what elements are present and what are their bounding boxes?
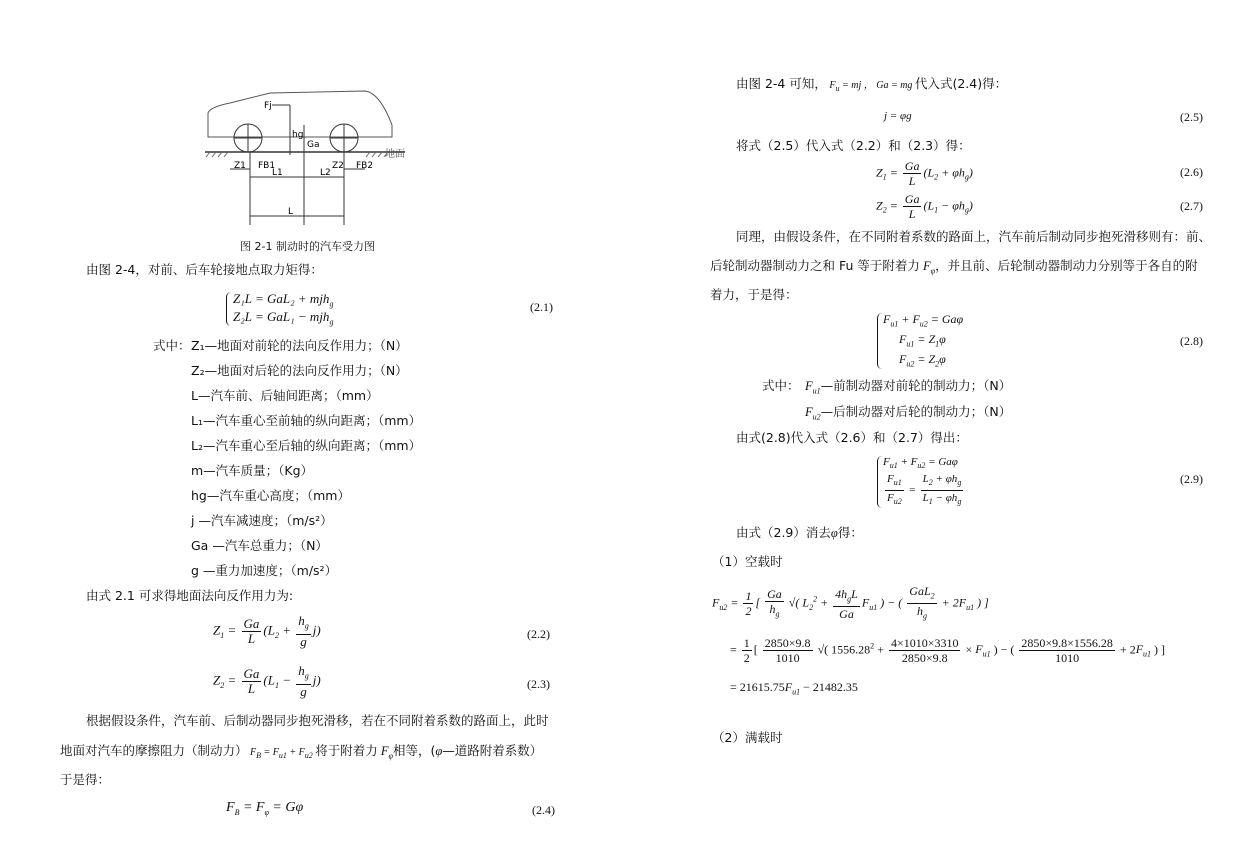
eq23-number: (2.3): [527, 677, 550, 691]
left-paragraph-4: 地面对汽车的摩擦阻力（制动力） $F_B = F_{u1} + F_{u2}$ 将于附着力 $F_\varphi$相等，(φ—道路附着系数）: [60, 743, 543, 761]
label-l: L: [288, 207, 294, 217]
def-m: m—汽车质量；（Kg）: [191, 463, 314, 478]
eq21-line-b: Z₂L = GaL₁ − mjh$_g$: [233, 309, 334, 327]
eq26-number: (2.6): [1180, 165, 1203, 179]
eq28-line-a: $F_{u1} + F_{u2} = Ga\varphi$: [883, 312, 964, 329]
def-g: g —重力加速度；（m/s²）: [191, 563, 338, 578]
where-label-right: 式中：: [762, 378, 800, 393]
eq24: $F_B = F_\varphi = G\varphi$: [226, 800, 304, 817]
eq21-line-a: Z₁L = GaL₂ + mjh$_g$: [233, 291, 334, 309]
figure-caption: 图 2-1 制动时的汽车受力图: [240, 240, 375, 253]
def-ga: Ga —汽车总重力；（N）: [191, 538, 328, 553]
eq25-number: (2.5): [1180, 110, 1203, 124]
eq29-line-b: $\frac{F_{u1}}{F_{u2}}$ = $\frac{L_2 + \varphi h_g}{L_1 - \varphi h_g}$: [887, 473, 962, 507]
def-j: j —汽车减速度；（m/s²）: [191, 513, 333, 528]
def-fu1: $F_{u1}—$前制动器对前轮的制动力；（N）: [805, 378, 1012, 396]
label-fj: Fj: [264, 101, 272, 111]
eq22-number: (2.2): [527, 627, 550, 641]
eq21-brace: [226, 292, 231, 326]
label-ground: 地面: [385, 149, 405, 160]
eq27: $Z_2$ = $\frac{Ga}{L}$ $(L_1 - \varphi h_g)$: [876, 192, 973, 221]
def-z1: Z₁—地面对前轮的法向反作用力；（N）: [191, 338, 408, 353]
left-paragraph-3: 根据假设条件，汽车前、后制动器同步抱死滑移，若在不同附着系数的路面上，此时: [86, 713, 549, 728]
label-z2: Z2: [332, 161, 344, 171]
def-hg: hg—汽车重心高度；（mm）: [191, 488, 350, 503]
label-z1: Z1: [234, 161, 246, 171]
eq21-number: (2.1): [530, 300, 553, 314]
def-fu2: $F_{u2}—$后制动器对后轮的制动力；（N）: [805, 404, 1012, 422]
eq24-number: (2.4): [532, 803, 555, 817]
label-fb1: FB1: [258, 161, 276, 171]
eq26: $Z_1$ = $\frac{Ga}{L}$ $(L_2 + \varphi h_g)$: [876, 159, 973, 188]
def-z2: Z₂—地面对后轮的法向反作用力；（N）: [191, 363, 408, 378]
eq27-number: (2.7): [1180, 199, 1203, 213]
case-empty-load: （1）空载时: [712, 554, 783, 569]
case-full-load: （2）满载时: [712, 730, 783, 745]
right-paragraph-7: 由式（2.9）消去φ得：: [736, 525, 863, 540]
eq25: j = φg: [884, 110, 912, 122]
calc-line-2: = $\frac{1}{2}$ [ $\frac{2850\times 9.8}{1010}$ √( $1556.28^2$ + $\frac{4\times 1010\times 3310}{2850\times 9.8}$ × $F_{u1}$ ) − ( $\frac{2850\times 9.8\times 1556.28}{1010}$ + $2F_{u1}$ ) ]: [730, 636, 1166, 665]
left-paragraph-5: 于是得：: [60, 772, 111, 787]
label-hg: hg: [292, 130, 304, 140]
right-paragraph-6: 由式(2.8)代入式（2.6）和（2.7）得出：: [736, 430, 968, 445]
right-paragraph-5: 着力，于是得：: [710, 287, 798, 302]
where-label-left: 式中：: [153, 338, 191, 353]
eq28-line-b: $F_{u1} = Z_1\varphi$: [899, 332, 946, 349]
label-l1: L1: [272, 168, 283, 178]
right-paragraph-1: 由图 2-4 可知， $F_u$ = mj ， Ga = mg 代入式(2.4)得：: [736, 76, 1008, 93]
def-l: L—汽车前、后轴间距离；（mm）: [191, 388, 379, 403]
eq22: $Z_1$ = $\frac{Ga}{L}$ ($L_2$ + $\frac{h_g}{g}$ j): [213, 613, 321, 649]
right-paragraph-4: 后轮制动器制动力之和 Fu 等于附着力 $F_\varphi$，并且前、后轮制动器制动力分别等于各自的附: [710, 258, 1198, 276]
eq28-line-c: $F_{u2} = Z_2\varphi$: [899, 352, 946, 369]
right-paragraph-3: 同理，由假设条件，在不同附着系数的路面上，汽车前后制动同步抱死滑移则有：前、: [736, 229, 1212, 244]
eq29-brace: [877, 456, 882, 508]
calc-result: = $21615.75F_{u1} - 21482.35$: [730, 680, 858, 697]
eq28-brace: [877, 313, 882, 369]
left-paragraph-1: 由图 2-4，对前、后车轮接地点取力矩得：: [86, 262, 323, 277]
def-l1: L₁—汽车重心至前轴的纵向距离；（mm）: [191, 413, 422, 428]
right-paragraph-2: 将式（2.5）代入式（2.2）和（2.3）得：: [736, 138, 971, 153]
eq28-number: (2.8): [1180, 334, 1203, 348]
eq29-number: (2.9): [1180, 472, 1203, 486]
def-l2: L₂—汽车重心至后轴的纵向距离；（mm）: [191, 438, 422, 453]
eq23: $Z_2$ = $\frac{Ga}{L}$ ($L_1$ − $\frac{h_g}{g}$ j): [213, 663, 321, 699]
eq29-line-a: $F_{u1} + F_{u2} = Ga\varphi$: [883, 456, 958, 471]
car-force-diagram: [200, 85, 425, 230]
calc-line-1: $F_{u2}$ = $\frac{1}{2}$ [ $\frac{Ga}{h_g}$ √( $L_2^2$ + $\frac{4h_gL}{Ga}$ $F_{u1}$ ) − ( $\frac{GaL_2}{h_g}$ + $2F_{u1}$ ) ]: [712, 584, 989, 622]
label-ga: Ga: [307, 140, 320, 150]
label-l2: L2: [320, 168, 331, 178]
label-fb2: FB2: [356, 161, 374, 171]
left-paragraph-2: 由式 2.1 可求得地面法向反作用力为:: [86, 588, 294, 603]
